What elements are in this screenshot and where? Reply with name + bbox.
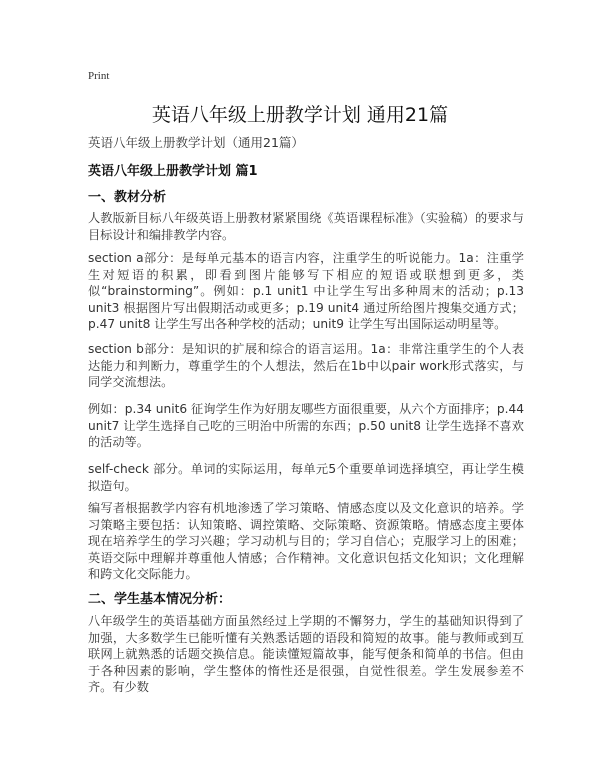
paragraph: 例如：p.34 unit6 征询学生作为好朋友哪些方面很重要，从六个方面排序；p.44 unit7 让学生选择自己吃的三明治中所需的东西；p.50 unit8 让学生选择不喜欢的活动等。 xyxy=(88,402,524,449)
paragraph: self-check 部分。单词的实际运用，每单元5个重要单词选择填空，再让学生模拟造句。 xyxy=(88,462,524,493)
page-title: 英语八年级上册教学计划 通用21篇 xyxy=(151,104,449,126)
paragraph: section b部分：是知识的扩展和综合的语言运用。1a：非常注重学生的个人表达能力和判断力，尊重学生的个人想法，然后在1b中以pair work形式落实，与同学交流想法。 xyxy=(88,342,524,389)
section-heading-student-analysis: 二、学生基本情况分析： xyxy=(88,592,232,607)
paragraph: 人教版新目标八年级英语上册教材紧紧围绕《英语课程标准》（实验稿）的要求与目标设计和编排教学内容。 xyxy=(88,211,524,242)
document-subtitle: 英语八年级上册教学计划（通用21篇） xyxy=(88,135,304,150)
paragraph: 编写者根据教学内容有机地渗透了学习策略、情感态度以及文化意识的培养。学习策略主要包括：认知策略、调控策略、交际策略、资源策略。情感态度主要体现在培养学生的学习兴趣；学习动机与目的；学习自信心；克服学习上的困难；英语交际中理解并尊重他人情感；合作精神。文化意识包括文化知识；文化理解和跨文化交际能力。 xyxy=(88,501,524,581)
section-heading-textbook-analysis: 一、教材分析 xyxy=(88,190,167,205)
paragraph: 八年级学生的英语基础方面虽然经过上学期的不懈努力，学生的基础知识得到了加强，大多数学生已能听懂有关熟悉话题的语段和简短的故事。能与教师或到互联网上就熟悉的话题交换信息。能读懂短篇故事，能写便条和简单的书信。但由于各种因素的影响，学生整体的惰性还是很强，自觉性很差。学生发展参差不齐。有少数 xyxy=(88,614,524,694)
chapter-heading: 英语八年级上册教学计划 篇1 xyxy=(88,164,258,179)
print-link[interactable]: Print xyxy=(88,70,110,82)
paragraph: section a部分：是每单元基本的语言内容，注重学生的听说能力。1a：注重学生对短语的积累，即看到图片能够写下相应的短语或联想到更多，类似“brainstorming”。例如：p.1 unit1 中让学生写出多种周末的活动；p.13 unit3 根据图片写出假期活动或更多；p.19 unit4 通过所给图片搜集交通方式；p.47 unit8 让学生写出各种学校的活动；unit9 让学生写出国际运动明星等。 xyxy=(88,251,524,331)
